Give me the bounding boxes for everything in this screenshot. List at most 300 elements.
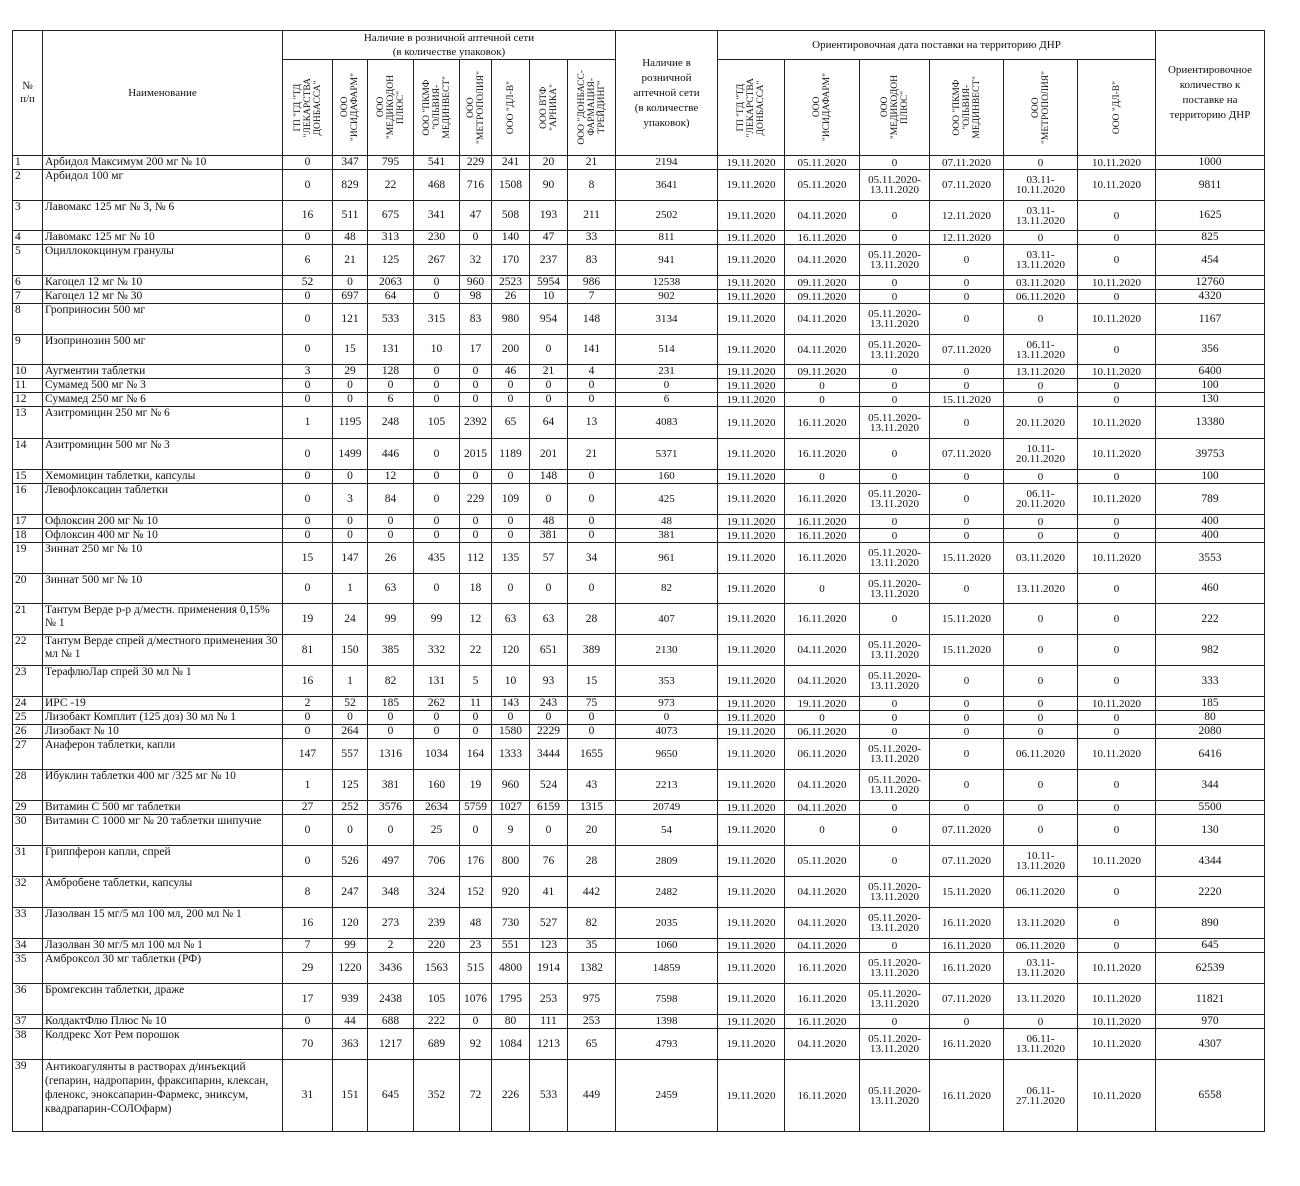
- delivery-date: 0: [860, 156, 930, 170]
- delivery-date: 19.11.2020: [718, 365, 785, 379]
- delivery-date: 19.11.2020: [718, 908, 785, 939]
- delivery-date: 19.11.2020: [718, 666, 785, 697]
- network-col-header: [414, 60, 460, 156]
- delivery-date: 0: [860, 815, 930, 846]
- stock-count: 185: [368, 697, 414, 711]
- stock-total: 407: [616, 604, 718, 635]
- stock-count: 63: [368, 574, 414, 604]
- drug-name: Хемомицин таблетки, капсулы: [43, 470, 283, 484]
- delivery-date: 05.11.2020- 13.11.2020: [860, 877, 930, 908]
- stock-count: 1499: [333, 439, 368, 470]
- delivery-date: 19.11.2020: [718, 290, 785, 304]
- delivery-date: 19.11.2020: [718, 335, 785, 365]
- stock-total: 12538: [616, 276, 718, 290]
- stock-count: 164: [460, 739, 492, 770]
- delivery-col-header-label: ООО "ИСИДАФАРМ": [812, 73, 832, 142]
- stock-count: 0: [283, 304, 333, 335]
- stock-count: 0: [283, 156, 333, 170]
- delivery-date: 10.11.2020: [1078, 439, 1156, 470]
- delivery-date: 0: [860, 290, 930, 304]
- delivery-date: 19.11.2020: [718, 770, 785, 801]
- stock-count: 0: [414, 574, 460, 604]
- delivery-date: 15.11.2020: [930, 635, 1004, 666]
- stock-count: 26: [368, 543, 414, 574]
- stock-count: 125: [333, 770, 368, 801]
- stock-count: 960: [460, 276, 492, 290]
- table-row: [13, 379, 1265, 393]
- drug-name: Аугментин таблетки: [43, 365, 283, 379]
- delivery-date: 0: [1078, 201, 1156, 231]
- table-row: [13, 574, 1265, 604]
- stock-count: 442: [568, 877, 616, 908]
- stock-count: 1: [283, 407, 333, 439]
- drug-name: Витамин С 500 мг таблетки: [43, 801, 283, 815]
- stock-count: 975: [568, 984, 616, 1015]
- delivery-date: 03.11- 10.11.2020: [1004, 170, 1078, 201]
- stock-count: 19: [283, 604, 333, 635]
- stock-count: 0: [368, 379, 414, 393]
- drug-name: Лизобакт № 10: [43, 725, 283, 739]
- delivery-date: 16.11.2020: [785, 231, 860, 245]
- delivery-date: 0: [1078, 470, 1156, 484]
- delivery-date: 04.11.2020: [785, 939, 860, 953]
- delivery-date: 05.11.2020- 13.11.2020: [860, 407, 930, 439]
- delivery-quantity: 460: [1156, 574, 1265, 604]
- stock-total: 54: [616, 815, 718, 846]
- stock-count: 332: [414, 635, 460, 666]
- delivery-quantity: 333: [1156, 666, 1265, 697]
- delivery-col-header-label: ООО "МЕДИКОДОН ПЛЮС": [879, 75, 910, 140]
- stock-count: 313: [368, 231, 414, 245]
- stock-count: 15: [283, 543, 333, 574]
- stock-total: 4083: [616, 407, 718, 439]
- stock-count: 0: [283, 470, 333, 484]
- delivery-quantity: 344: [1156, 770, 1265, 801]
- stock-count: 253: [530, 984, 568, 1015]
- row-number: 35: [13, 953, 43, 984]
- delivery-date: 19.11.2020: [718, 379, 785, 393]
- delivery-date: 04.11.2020: [785, 635, 860, 666]
- delivery-date: 07.11.2020: [930, 156, 1004, 170]
- stock-count: 347: [333, 156, 368, 170]
- stock-count: 264: [333, 725, 368, 739]
- drug-name: ИРС -19: [43, 697, 283, 711]
- stock-count: 222: [414, 1015, 460, 1029]
- stock-count: 47: [460, 201, 492, 231]
- row-number: 39: [13, 1060, 43, 1132]
- delivery-date: 04.11.2020: [785, 1029, 860, 1060]
- stock-count: 105: [414, 984, 460, 1015]
- drug-name: Изопринозин 500 мг: [43, 335, 283, 365]
- stock-count: 105: [414, 407, 460, 439]
- stock-count: 112: [460, 543, 492, 574]
- row-number: 4: [13, 231, 43, 245]
- delivery-date: 0: [1004, 770, 1078, 801]
- stock-count: 43: [568, 770, 616, 801]
- delivery-date: 04.11.2020: [785, 304, 860, 335]
- delivery-date: 10.11.2020: [1078, 739, 1156, 770]
- stock-count: 25: [414, 815, 460, 846]
- delivery-date: 05.11.2020- 13.11.2020: [860, 666, 930, 697]
- delivery-date: 09.11.2020: [785, 276, 860, 290]
- drug-name: Лавомакс 125 мг № 10: [43, 231, 283, 245]
- stock-count: 0: [333, 515, 368, 529]
- stock-count: 389: [568, 635, 616, 666]
- stock-count: 0: [333, 276, 368, 290]
- stock-count: 201: [530, 439, 568, 470]
- network-col-header-label: ООО "ИСИДАФАРМ": [340, 73, 360, 142]
- table-row: [13, 515, 1265, 529]
- row-number: 16: [13, 484, 43, 515]
- stock-count: 0: [283, 515, 333, 529]
- delivery-date: 19.11.2020: [718, 170, 785, 201]
- stock-count: 0: [283, 711, 333, 725]
- delivery-quantity: 2080: [1156, 725, 1265, 739]
- stock-count: 0: [333, 470, 368, 484]
- drug-name: Лизобакт Комплит (125 доз) 30 мл № 1: [43, 711, 283, 725]
- network-col-header: [568, 60, 616, 156]
- delivery-date: 03.11- 13.11.2020: [1004, 953, 1078, 984]
- table-row: [13, 365, 1265, 379]
- table-row: [13, 635, 1265, 666]
- stock-count: 1580: [492, 725, 530, 739]
- table-row: [13, 290, 1265, 304]
- stock-count: 0: [414, 393, 460, 407]
- stock-total: 48: [616, 515, 718, 529]
- stock-count: 15: [333, 335, 368, 365]
- stock-count: 0: [414, 290, 460, 304]
- stock-count: 1220: [333, 953, 368, 984]
- row-number: 20: [13, 574, 43, 604]
- stock-count: 315: [414, 304, 460, 335]
- delivery-date: 0: [930, 725, 1004, 739]
- stock-total: 2194: [616, 156, 718, 170]
- drug-name: Лазолван 15 мг/5 мл 100 мл, 200 мл № 1: [43, 908, 283, 939]
- col-total-header: [616, 31, 718, 156]
- drug-name: Левофлоксацин таблетки: [43, 484, 283, 515]
- col-name-label: Наименование: [128, 86, 197, 99]
- stock-count: 0: [283, 170, 333, 201]
- stock-count: 557: [333, 739, 368, 770]
- delivery-date: 0: [1078, 908, 1156, 939]
- network-col-header: [492, 60, 530, 156]
- delivery-date: 10.11.2020: [1078, 304, 1156, 335]
- delivery-col-header: [860, 60, 930, 156]
- delivery-quantity: 100: [1156, 379, 1265, 393]
- stock-count: 28: [568, 846, 616, 877]
- stock-count: 141: [568, 335, 616, 365]
- delivery-quantity: 789: [1156, 484, 1265, 515]
- delivery-date: 0: [860, 365, 930, 379]
- stock-total: 514: [616, 335, 718, 365]
- row-number: 14: [13, 439, 43, 470]
- delivery-col-header: [718, 60, 785, 156]
- stock-count: 348: [368, 877, 414, 908]
- delivery-quantity: 454: [1156, 245, 1265, 276]
- stock-count: 17: [283, 984, 333, 1015]
- stock-count: 0: [492, 379, 530, 393]
- row-number: 30: [13, 815, 43, 846]
- stock-count: 515: [460, 953, 492, 984]
- stock-count: 381: [368, 770, 414, 801]
- stock-count: 128: [368, 365, 414, 379]
- delivery-quantity: 80: [1156, 711, 1265, 725]
- stock-count: 0: [568, 725, 616, 739]
- delivery-quantity: 11821: [1156, 984, 1265, 1015]
- row-number: 37: [13, 1015, 43, 1029]
- drug-name: Бромгексин таблетки, драже: [43, 984, 283, 1015]
- network-col-header-label: ООО "ДЛ-В": [505, 80, 516, 135]
- stock-count: 1333: [492, 739, 530, 770]
- stock-count: 3: [333, 484, 368, 515]
- drug-availability-sheet: [12, 30, 1265, 1132]
- drug-name: Витамин С 1000 мг № 20 таблетки шипучие: [43, 815, 283, 846]
- delivery-date: 0: [1078, 290, 1156, 304]
- delivery-date: 10.11.2020: [1078, 953, 1156, 984]
- col-total-label: Наличие в розничной аптечной сети (в количестве упаковок): [633, 56, 700, 129]
- delivery-date: 0: [930, 739, 1004, 770]
- stock-count: 0: [568, 711, 616, 725]
- availability-group-header: [283, 31, 616, 60]
- delivery-date: 05.11.2020- 13.11.2020: [860, 245, 930, 276]
- stock-count: 0: [492, 515, 530, 529]
- delivery-quantity: 222: [1156, 604, 1265, 635]
- row-number: 21: [13, 604, 43, 635]
- table-row: [13, 335, 1265, 365]
- stock-count: 29: [333, 365, 368, 379]
- stock-count: 24: [333, 604, 368, 635]
- table-row: [13, 304, 1265, 335]
- network-col-header: [333, 60, 368, 156]
- stock-count: 0: [414, 515, 460, 529]
- stock-count: 150: [333, 635, 368, 666]
- delivery-date: 19.11.2020: [718, 984, 785, 1015]
- delivery-date: 0: [1004, 815, 1078, 846]
- stock-count: 253: [568, 1015, 616, 1029]
- stock-count: 1213: [530, 1029, 568, 1060]
- stock-count: 111: [530, 1015, 568, 1029]
- delivery-date: 0: [860, 1015, 930, 1029]
- row-number: 29: [13, 801, 43, 815]
- drug-name: КолдактФлю Плюс № 10: [43, 1015, 283, 1029]
- table-row: [13, 470, 1265, 484]
- delivery-date: 16.11.2020: [930, 908, 1004, 939]
- delivery-date: 0: [785, 470, 860, 484]
- stock-count: 9: [492, 815, 530, 846]
- delivery-date: 0: [1078, 245, 1156, 276]
- drug-name: Амбробене таблетки, капсулы: [43, 877, 283, 908]
- delivery-date: 0: [930, 276, 1004, 290]
- stock-count: 220: [414, 939, 460, 953]
- delivery-date: 0: [860, 515, 930, 529]
- stock-count: 960: [492, 770, 530, 801]
- delivery-date: 0: [1004, 529, 1078, 543]
- stock-count: 64: [530, 407, 568, 439]
- stock-count: 0: [460, 725, 492, 739]
- delivery-date: 19.11.2020: [718, 276, 785, 290]
- table-row: [13, 908, 1265, 939]
- stock-count: 0: [492, 393, 530, 407]
- stock-count: 0: [368, 529, 414, 543]
- stock-count: 0: [368, 711, 414, 725]
- drug-availability-table: [12, 30, 1265, 1132]
- stock-count: 70: [283, 1029, 333, 1060]
- delivery-date: 10.11.2020: [1078, 276, 1156, 290]
- delivery-date: 15.11.2020: [930, 393, 1004, 407]
- stock-count: 237: [530, 245, 568, 276]
- delivery-quantity: 1000: [1156, 156, 1265, 170]
- delivery-quantity: 130: [1156, 393, 1265, 407]
- stock-count: 0: [368, 815, 414, 846]
- stock-count: 0: [530, 574, 568, 604]
- row-number: 23: [13, 666, 43, 697]
- delivery-date: 0: [1004, 604, 1078, 635]
- row-number: 33: [13, 908, 43, 939]
- stock-count: 497: [368, 846, 414, 877]
- delivery-date: 09.11.2020: [785, 290, 860, 304]
- stock-count: 954: [530, 304, 568, 335]
- delivery-date: 07.11.2020: [930, 846, 1004, 877]
- delivery-date: 16.11.2020: [930, 953, 1004, 984]
- stock-count: 15: [568, 666, 616, 697]
- delivery-date: 0: [1004, 515, 1078, 529]
- stock-count: 6159: [530, 801, 568, 815]
- delivery-date: 0: [860, 231, 930, 245]
- stock-count: 147: [283, 739, 333, 770]
- stock-count: 0: [460, 711, 492, 725]
- row-number: 27: [13, 739, 43, 770]
- col-quantity-header: [1156, 31, 1265, 156]
- stock-count: 82: [368, 666, 414, 697]
- delivery-date: 13.11.2020: [1004, 908, 1078, 939]
- network-col-header-label: ООО "ДОНБАСС- ФАРМАЦИЯ- ТРЕЙДИНГ": [576, 70, 607, 145]
- stock-count: 152: [460, 877, 492, 908]
- delivery-date: 19.11.2020: [718, 801, 785, 815]
- stock-count: 939: [333, 984, 368, 1015]
- delivery-quantity: 400: [1156, 529, 1265, 543]
- delivery-date: 10.11.2020: [1078, 156, 1156, 170]
- drug-name: Офлоксин 400 мг № 10: [43, 529, 283, 543]
- row-number: 22: [13, 635, 43, 666]
- delivery-date: 19.11.2020: [718, 393, 785, 407]
- delivery-date: 10.11.2020: [1078, 697, 1156, 711]
- delivery-date: 0: [930, 529, 1004, 543]
- stock-count: 0: [568, 393, 616, 407]
- delivery-date: 10.11- 20.11.2020: [1004, 439, 1078, 470]
- delivery-date: 19.11.2020: [718, 697, 785, 711]
- delivery-date: 04.11.2020: [785, 770, 860, 801]
- stock-count: 0: [460, 470, 492, 484]
- stock-count: 0: [460, 529, 492, 543]
- row-number: 32: [13, 877, 43, 908]
- delivery-quantity: 130: [1156, 815, 1265, 846]
- row-number: 26: [13, 725, 43, 739]
- stock-count: 226: [492, 1060, 530, 1132]
- delivery-date: 10.11- 13.11.2020: [1004, 846, 1078, 877]
- delivery-date: 10.11.2020: [1078, 1060, 1156, 1132]
- delivery-col-header-label: ООО "ПКМФ "ОЛЬВИЯ- МЕДИНВЕСТ": [951, 76, 982, 139]
- drug-name: Ибуклин таблетки 400 мг /325 мг № 10: [43, 770, 283, 801]
- stock-count: 19: [460, 770, 492, 801]
- row-number: 10: [13, 365, 43, 379]
- delivery-date: 19.11.2020: [718, 877, 785, 908]
- drug-name: Кагоцел 12 мг № 30: [43, 290, 283, 304]
- stock-count: 84: [368, 484, 414, 515]
- row-number: 38: [13, 1029, 43, 1060]
- delivery-date: 0: [930, 515, 1004, 529]
- row-number: 36: [13, 984, 43, 1015]
- delivery-date: 0: [930, 245, 1004, 276]
- delivery-quantity: 356: [1156, 335, 1265, 365]
- delivery-date: 16.11.2020: [930, 1029, 1004, 1060]
- stock-count: 1189: [492, 439, 530, 470]
- network-col-header-label: ООО "МЕТРОПОЛИЯ": [465, 71, 486, 144]
- delivery-date: 0: [860, 276, 930, 290]
- delivery-quantity: 1625: [1156, 201, 1265, 231]
- row-number: 5: [13, 245, 43, 276]
- row-number: 7: [13, 290, 43, 304]
- delivery-date: 04.11.2020: [785, 201, 860, 231]
- table-row: [13, 939, 1265, 953]
- delivery-date: 09.11.2020: [785, 365, 860, 379]
- stock-total: 1060: [616, 939, 718, 953]
- stock-count: 381: [530, 529, 568, 543]
- table-row: [13, 984, 1265, 1015]
- stock-count: 21: [568, 439, 616, 470]
- stock-count: 16: [283, 666, 333, 697]
- stock-count: 363: [333, 1029, 368, 1060]
- stock-count: 730: [492, 908, 530, 939]
- network-col-header-label: ГП "ГД "ТД "ЛЕКАРСТВА ДОНБАССА": [292, 77, 323, 138]
- drug-name: Зиннат 250 мг № 10: [43, 543, 283, 574]
- delivery-date: 19.11.2020: [718, 484, 785, 515]
- delivery-date: 05.11.2020- 13.11.2020: [860, 739, 930, 770]
- stock-count: 0: [492, 470, 530, 484]
- stock-count: 34: [568, 543, 616, 574]
- stock-count: 0: [568, 470, 616, 484]
- table-row: [13, 156, 1265, 170]
- delivery-quantity: 4344: [1156, 846, 1265, 877]
- delivery-date: 03.11.2020: [1004, 543, 1078, 574]
- delivery-date: 06.11.2020: [1004, 290, 1078, 304]
- drug-name: Тантум Верде р-р д/местн. применения 0,15% № 1: [43, 604, 283, 635]
- delivery-date: 10.11.2020: [1078, 484, 1156, 515]
- stock-count: 28: [568, 604, 616, 635]
- delivery-date: 0: [860, 379, 930, 393]
- stock-count: 63: [530, 604, 568, 635]
- stock-count: 193: [530, 201, 568, 231]
- delivery-date: 07.11.2020: [930, 815, 1004, 846]
- delivery-date: 0: [1078, 666, 1156, 697]
- stock-count: 13: [568, 407, 616, 439]
- stock-count: 0: [283, 529, 333, 543]
- stock-total: 381: [616, 529, 718, 543]
- stock-count: 0: [333, 711, 368, 725]
- table-row: [13, 770, 1265, 801]
- stock-count: 20: [530, 156, 568, 170]
- stock-total: 5371: [616, 439, 718, 470]
- stock-count: 83: [460, 304, 492, 335]
- delivery-date: 19.11.2020: [718, 635, 785, 666]
- delivery-col-header-label: ГП "ГД "ТД "ЛЕКАРСТВА ДОНБАССА": [736, 77, 766, 138]
- table-row: [13, 439, 1265, 470]
- stock-count: 0: [283, 439, 333, 470]
- stock-count: 44: [333, 1015, 368, 1029]
- delivery-quantity: 12760: [1156, 276, 1265, 290]
- delivery-date: 0: [860, 529, 930, 543]
- stock-count: 10: [492, 666, 530, 697]
- delivery-date: 0: [1004, 635, 1078, 666]
